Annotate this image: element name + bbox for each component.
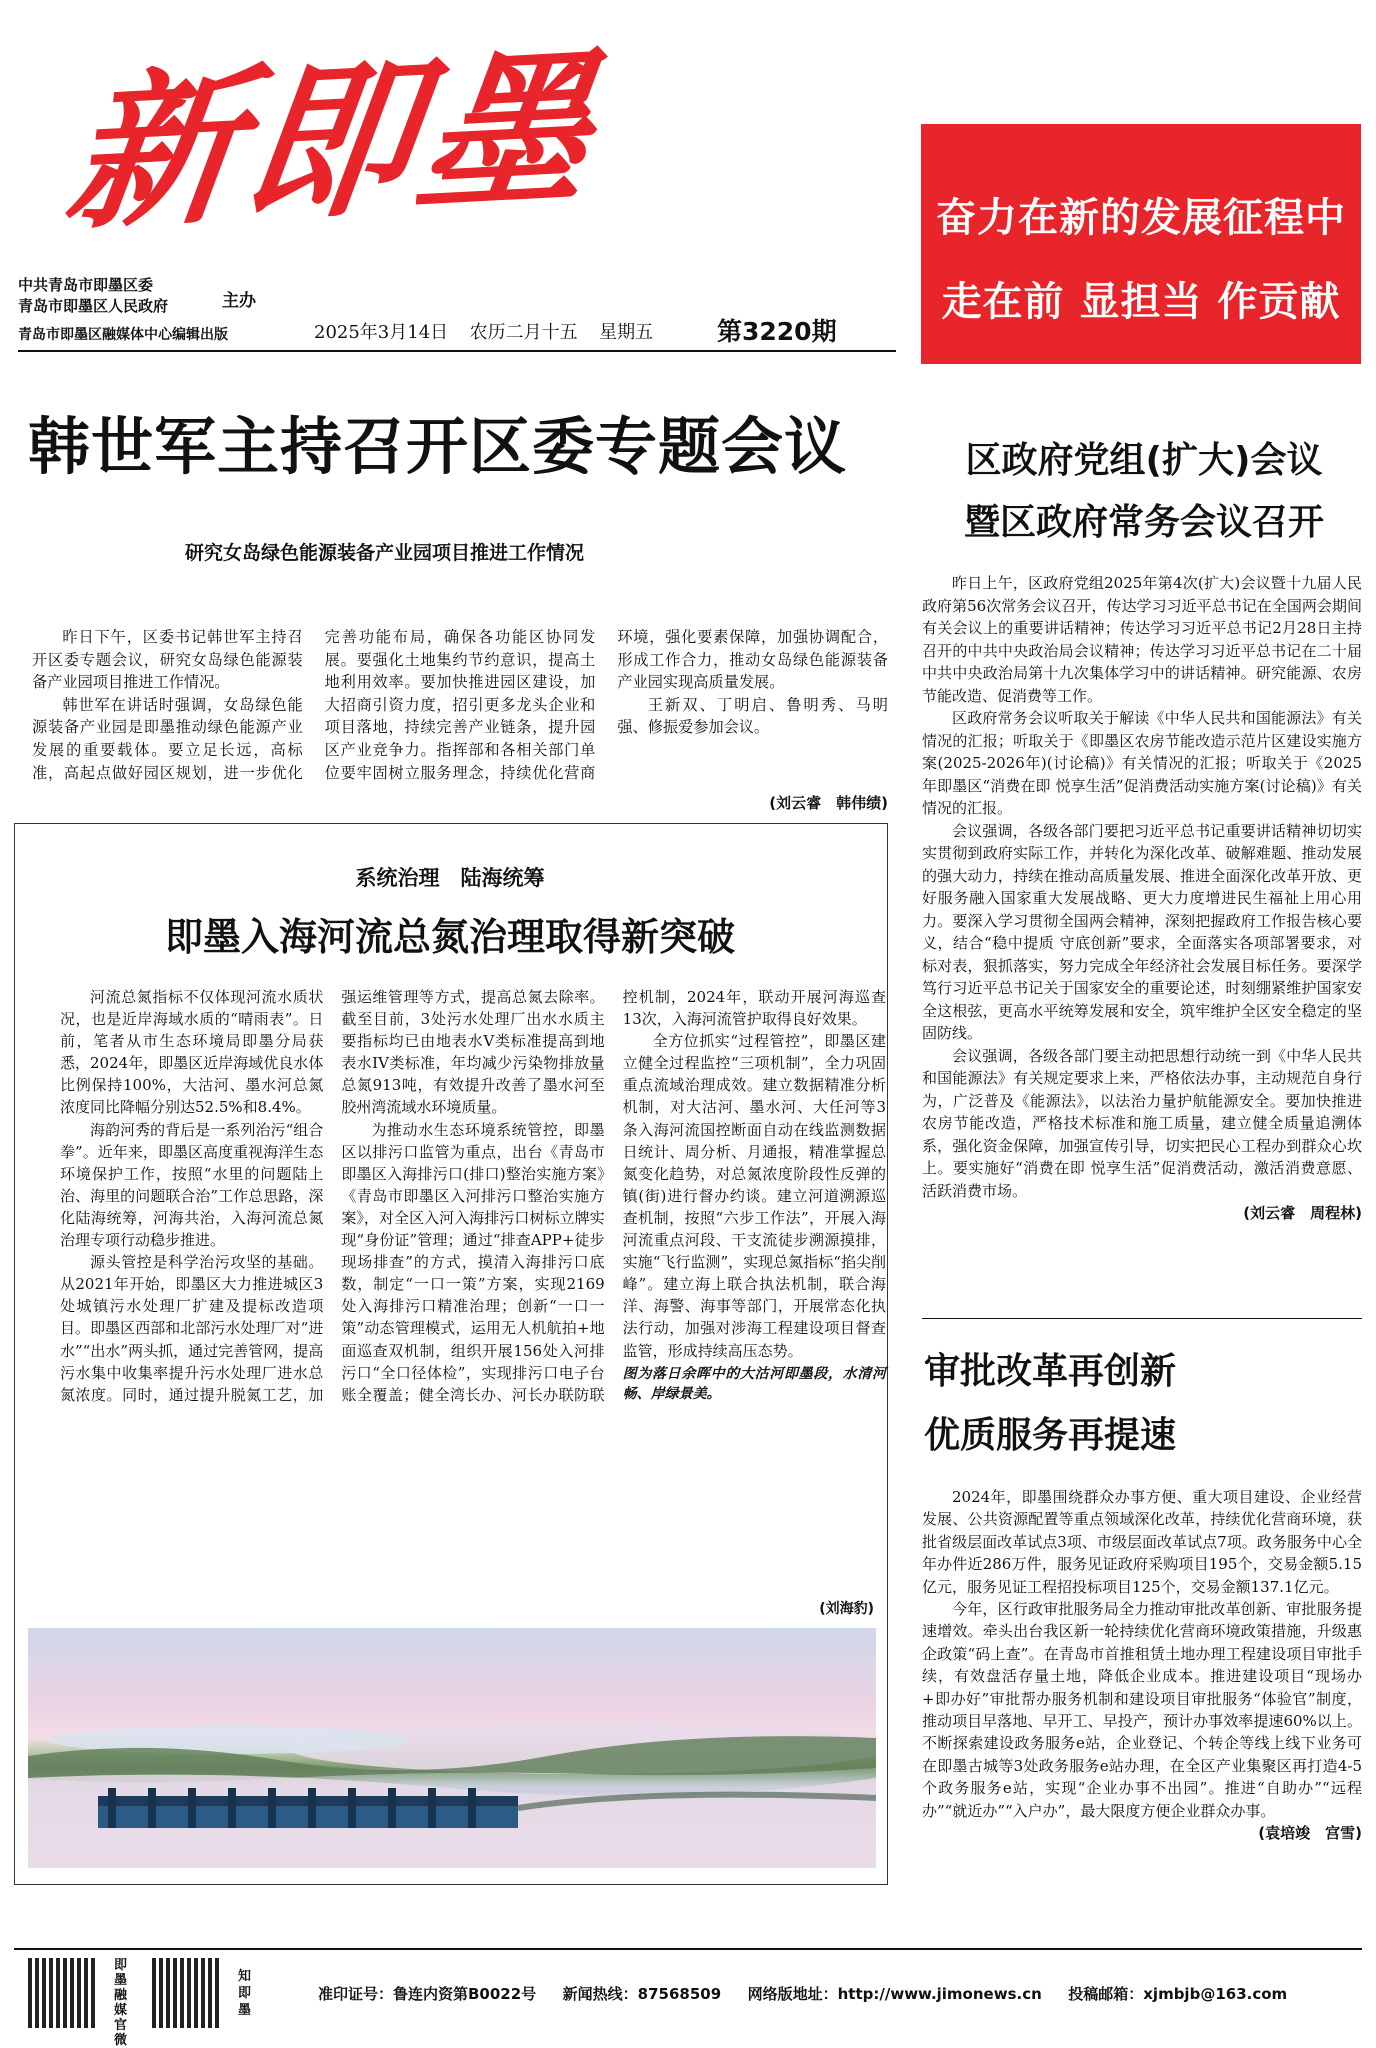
river-paragraph: 为推动水生态环境系统管控，即墨区以排污口监管为重点，出台《青岛市即墨区入海排污口(排口)整治实施方案》《青岛市即墨区入河排污口整治实施方案》，对全区入河入海排污口树标立牌实现“身份证”管理；通过“排查APP+徒步现场排查”的方式，摸清入海排污口底数，制定“一口一策”方案，实现2169处入海排污口精准治理；创新“一口一策”动态管理模式，运用无人机航拍+地面巡查双机制，组织开展156处入河排污口“全口径体检”，实现排污口电子台账全覆盖；健全湾长办、河长办联防联控机制，2024年，联动开展河海巡查13次，入海河流管护取得良好效果。 [341, 988, 886, 1404]
river-paragraph: 全方位抓实“过程管控”，即墨区建立健全过程监控“三项机制”，全力巩固重点流域治理成效。建立数据精准分析机制，对大沽河、墨水河、大任河等3条入海河流国控断面自动在线监测数据日统计、周分析、月通报，精准掌握总氮变化趋势，对总氮浓度阶段性反弹的镇(街)进行督办约谈。建立河道溯源巡查机制，按照“六步工作法”，开展入海河流重点河段、干支流徒步溯源摸排，实施“飞行监测”，实现总氮指标“掐尖削峰”。建立海上联合执法机制，联合海洋、海警、海事等部门，开展常态化执法行动，加强对涉海工程建设项目督查监管，形成持续高压态势。 [622, 1032, 886, 1360]
host-label: 主办 [222, 291, 256, 311]
reform-body [922, 1486, 1362, 1845]
photo-byline: (刘海豹) [819, 1601, 874, 1617]
photo-illustration [28, 1628, 876, 1868]
reform-paragraph: 2024年，即墨围绕群众办事方便、重大项目建设、企业经营发展、公共资源配置等重点领域深化改革，持续优化营商环境，获批省级层面改革试点3项、市级层面改革试点7项。政务服务中心全年办件近286万件，服务见证政府采购项目195个，交易金额5.15亿元，服务见证工程招投标项目125个，交易金额137.1亿元。 [922, 1488, 1362, 1596]
submission-email[interactable]: 投稿邮箱：xjmbjb@163.com [1068, 1985, 1288, 2003]
slogan-line1: 奋力在新的发展征程中 [936, 195, 1346, 241]
river-paragraph: 源头管控是科学治污攻坚的基础。从2021年开始，即墨区大力推进城区3处城镇污水处理厂扩建及提标改造项目。即墨区西部和北部污水处理厂对“进水”“出水”两头抓，通过完善管网，提高污水集中收集率提升污水处理厂进水总氮浓度。同时，通过提升脱氮工艺，加强运维管理等方式，提高总氮去除率。截至目前，3处污水处理厂出水水质主要指标均已由地表水V类标准提高到地表水IV类标准，年均减少污染物排放量总氮913吨，有效提升改善了墨水河至胶州湾流域水环境质量。 [60, 988, 605, 1404]
dateline [314, 318, 653, 344]
photo-caption: 图为落日余晖中的大沽河即墨段，水清河畅、岸绿景美。 [622, 1365, 886, 1402]
river-paragraph: 河流总氮指标不仅体现河流水质状况，也是近岸海域水质的“晴雨表”。日前，笔者从市生态环境局即墨分局获悉，2024年，即墨区近岸海域优良水体比例保持100%，大沽河、墨水河总氮浓度同比降幅分别达52.5%和8.4%。 [60, 988, 324, 1117]
license-number: 准印证号：鲁连内资第B0022号 [318, 1985, 537, 2003]
slogan-box [921, 124, 1361, 364]
gov-body [922, 572, 1362, 1225]
lead-subtitle: 研究女岛绿色能源装备产业园项目推进工作情况 [185, 542, 585, 564]
reform-title-line2: 优质服务再提速 [924, 1415, 1177, 1456]
gov-title [924, 430, 1364, 554]
footer-rule [14, 1948, 1362, 1950]
organizers: 中共青岛市即墨区委 青岛市即墨区人民政府 [18, 276, 169, 315]
river-kicker: 系统治理 陆海统筹 [355, 866, 545, 890]
qr2-label: 知即墨 [238, 1969, 252, 2018]
lead-paragraph: 昨日下午，区委书记韩世军主持召开区委专题会议，研究女岛绿色能源装备产业园项目推进工作情况。 [32, 628, 303, 692]
reform-title-line1: 审批改革再创新 [924, 1351, 1177, 1392]
gov-paragraph: 昨日上午，区政府党组2025年第4次(扩大)会议暨十九届人民政府第56次常务会议召开，传达学习习近平总书记在全国两会期间有关会议上的重要讲话精神；传达学习习近平总书记2月28日主持召开的中共中央政治局会议精神；传达学习习近平总书记在二十届中共中央政治局第十九次集体学习中的讲话精神。研究能源、农房节能改造、促消费等工作。 [922, 574, 1362, 705]
reform-paragraph: 今年，区行政审批服务局全力推动审批改革创新、审批服务提速增效。牵头出台我区新一轮持续优化营商环境政策措施，升级惠企政策“码上查”。在青岛市首推租赁土地办理工程建设项目审批手续，有效盘活存量土地，降低企业成本。推进建设项目“现场办+即办好”审批帮办服务机制和建设项目审批服务“体验官”制度，推动项目早落地、早开工、早投产，预计办事效率提速60%以上。不断探索建设政务服务e站，企业登记、个转企等线上线下业务可在即墨古城等3处政务服务e站办理，在全区产业集聚区再打造4-5个政务服务e站，实现“企业办事不出园”。推进“自助办”“远程办”“就近办”“入户办”，最大限度方便企业群众办事。 [922, 1600, 1362, 1820]
gov-paragraph: 会议强调，各级各部门要把习近平总书记重要讲话精神切切实实贯彻到政府实际工作，并转化为深化改革、破解难题、推动发展的强大动力，持续在推动高质量发展、推进全面深化改革开放、更好服务融入国家重大发展战略、更大力度增进民生福祉上用心用力。要深入学习贯彻全国两会精神，深刻把握政府工作报告核心要义，结合“稳中提质 守底创新”要求，全面落实各项部署要求，对标对表，狠抓落实，努力完成全年经济社会发展目标任务。要深学笃行习近平总书记关于国家安全的重要论述，时刻绷紧维护国家安全这根弦，更高水平统筹发展和安全，筑牢维护全区安全稳定的坚固防线。 [922, 821, 1362, 1042]
section-rule [922, 1318, 1362, 1319]
reform-title [924, 1340, 1364, 1468]
gov-title-line1: 区政府党组(扩大)会议 [965, 440, 1323, 481]
masthead-rule [18, 350, 896, 352]
weekday: 星期五 [599, 322, 654, 343]
date: 2025年3月14日 [314, 322, 449, 343]
gov-title-line2: 暨区政府常务会议召开 [963, 502, 1324, 543]
river-paragraph: 海韵河秀的背后是一系列治污“组合拳”。近年来，即墨区高度重视海洋生态环境保护工作，按照“水里的问题陆上治、海里的问题联合治”工作总思路，深化陆海统筹，河海共治，入海河流总氮治理专项行动稳步推进。 [60, 1120, 324, 1250]
slogan-line2: 走在前 显担当 作贡献 [941, 279, 1341, 325]
lead-body [32, 626, 888, 806]
gov-paragraph: 会议强调，各级各部门要主动把思想行动统一到《中华人民共和国能源法》有关规定要求上来，严格依法办事，主动规范自身行为，广泛普及《能源法》，以法治力量护航能源安全。要加快推进农房节能改造，严格技术标准和施工质量，建立健全质量追溯体系，强化资金保障，加强宣传引导，切实把民心工程办到群众心坎上。要实施好“消费在即 悦享生活”促消费活动，激活消费意愿、活跃消费市场。 [922, 1046, 1362, 1200]
lead-paragraph: 韩世军在讲话时强调，女岛绿色能源装备产业园是即墨推动绿色能源产业发展的重要载体。要立足长远，高标准，高起点做好园区规划，进一步优化完善功能布局，确保各功能区协同发展。要强化土地集约节约意识，提高土地利用效率。要加快推进园区建设，加大招商引资力度，招引更多龙头企业和项目落地，持续完善产业链条，提升园区产业竞争力。指挥部和各相关部门单位要牢固树立服务理念，持续优化营商环境，强化要素保障，加强协调配合，形成工作合力，推动女岛绿色能源装备产业园实现高质量发展。 [32, 628, 888, 782]
lead-paragraph: 王新双、丁明启、鲁明秀、马明强、修振爱参加会议。 [617, 695, 888, 737]
website-link[interactable]: 网络版地址：http://www.jimonews.cn [747, 1985, 1042, 2003]
gov-paragraph: 区政府常务会议听取关于解读《中华人民共和国能源法》有关情况的汇报；听取关于《即墨区农房节能改造示范片区建设实施方案(2025-2026年)(讨论稿)》有关情况的汇报；听取关于《2025年即墨区“消费在即 悦享生活”促消费活动实施方案(讨论稿)》有关情况的汇报。 [922, 709, 1362, 817]
gov-byline: (刘云睿 周程林) [1243, 1204, 1362, 1222]
reform-byline: (袁培竣 宫雪) [1258, 1824, 1362, 1843]
logo-text: 新即墨 [57, 28, 609, 254]
qr1-label: 即墨融媒官微 [114, 1958, 128, 2048]
qr-code-icon[interactable] [152, 1958, 222, 2028]
qr-code-icon[interactable] [28, 1958, 98, 2028]
river-photo [28, 1628, 876, 1868]
masthead-logo [57, 20, 632, 260]
river-title: 即墨入海河流总氮治理取得新突破 [164, 915, 735, 959]
lead-title: 韩世军主持召开区委专题会议 [28, 410, 848, 483]
footer-info [318, 1983, 1287, 2004]
news-hotline: 新闻热线：87568509 [562, 1985, 722, 2003]
issue-number: 第3220期 [717, 317, 837, 346]
lunar-date: 农历二月十五 [469, 322, 578, 343]
publisher: 青岛市即墨区融媒体中心编辑出版 [18, 327, 228, 343]
river-body [60, 986, 886, 1616]
lead-byline: (刘云睿 韩伟绩) [769, 794, 888, 812]
